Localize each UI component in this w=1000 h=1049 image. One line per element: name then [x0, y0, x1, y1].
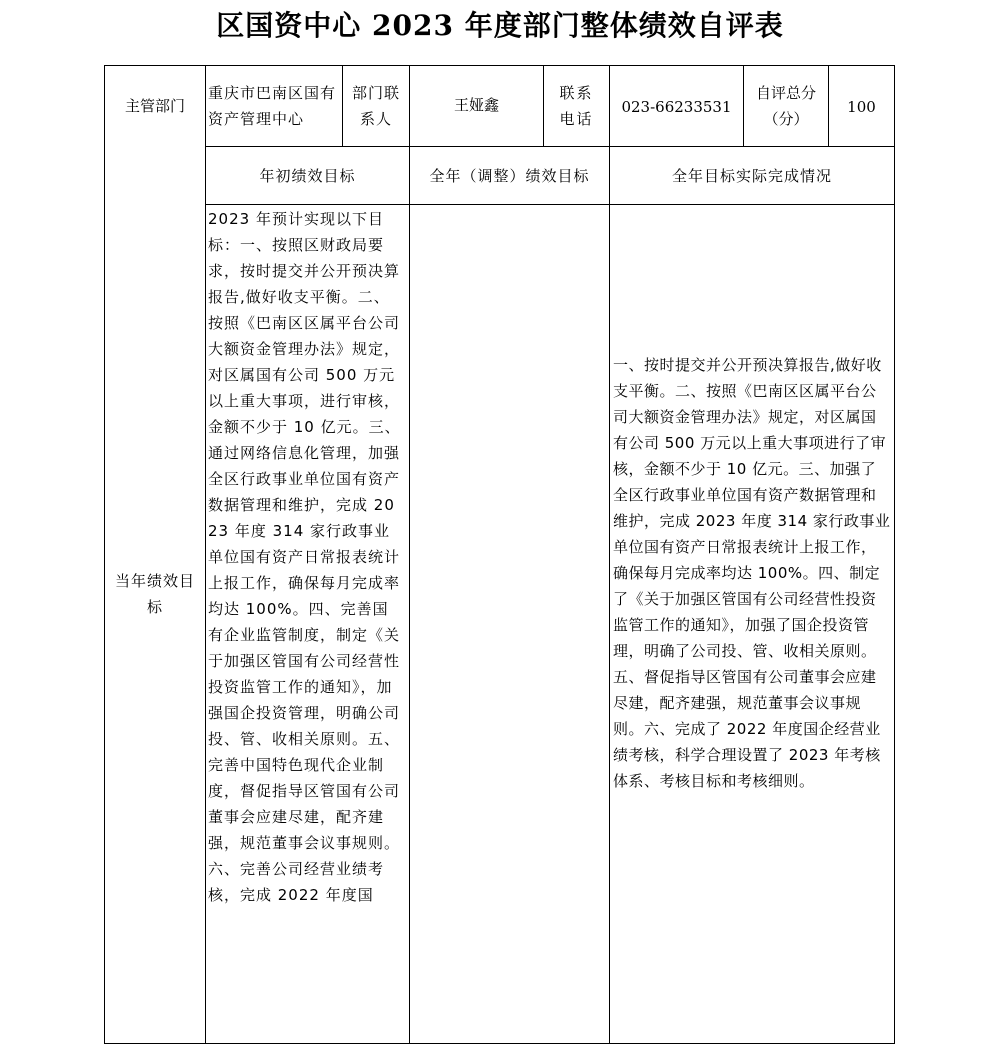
contact-label: 部门联系人 [351, 84, 400, 128]
supervisor-value: 重庆市巴南区国有资产管理中心 [208, 84, 337, 128]
column-header-adjusted-goal: 全年（调整）绩效目标 [429, 166, 590, 185]
column-header-actual: 全年目标实际完成情况 [671, 166, 832, 185]
page-title: 区国资中心 2023 年度部门整体绩效自评表 [216, 9, 784, 42]
score-label: 自评总分（分） [755, 84, 816, 128]
phone-label: 联系电话 [559, 84, 594, 128]
supervisor-label: 主管部门 [124, 97, 185, 115]
phone-value: 023-66233531 [621, 98, 732, 116]
actual-completion-text: 一、按时提交并公开预决算报告,做好收支平衡。二、按照《巴南区区属平台公司大额资金管理办法》规定，对区属国有公司 500 万元以上重大事项进行了审核，金额不少于 10 亿元。三、加强了全区行政事业单位国有资产数据管理和维护，完成 2023 年度 314 家行政事业单位国有资产日常报表统计上报工作，确保每月完成率均达 100%。四、制定了《关于加强区管国有公司经营性投资监管工作的通知》，加强了国企投资管理，明确了公司投、管、收相关原则。五、督促指导区管国有公司董事会应建尽建，配齐建强，规范董事会议事规则。六、完成了 2022 年度国企经营业绩考核，科学合理设置了 2023 年考核体系、考核目标和考核细则。 [613, 356, 891, 790]
column-header-initial-goal: 年初绩效目标 [259, 166, 356, 185]
initial-goal-text: 2023 年预计实现以下目标：一、按照区财政局要求，按时提交并公开预决算报告,做好收支平衡。二、按照《巴南区区属平台公司大额资金管理办法》规定，对区属国有公司 500 万元以上重大事项，进行审核，金额不少于 10 亿元。三、通过网络信息化管理，加强全区行政事业单位国有资产数据管理和维护，完成 2023 年度 314 家行政事业单位国有资产日常报表统计上报工作，确保每月完成率均达 100%。四、完善国有企业监管制度，制定《关于加强区管国有公司经营性投资监管工作的通知》，加强国企投资管理，明确公司投、管、收相关原则。五、完善中国特色现代企业制度，督促指导区管国有公司董事会应建尽建，配齐建强，规范董事会议事规则。六、完善公司经营业绩考核，完成 2022 年度国 [208, 210, 401, 904]
score-value: 100 [847, 98, 876, 116]
row-label-annual-goal: 当年绩效目标 [114, 572, 195, 616]
contact-value: 王娅鑫 [453, 96, 499, 114]
